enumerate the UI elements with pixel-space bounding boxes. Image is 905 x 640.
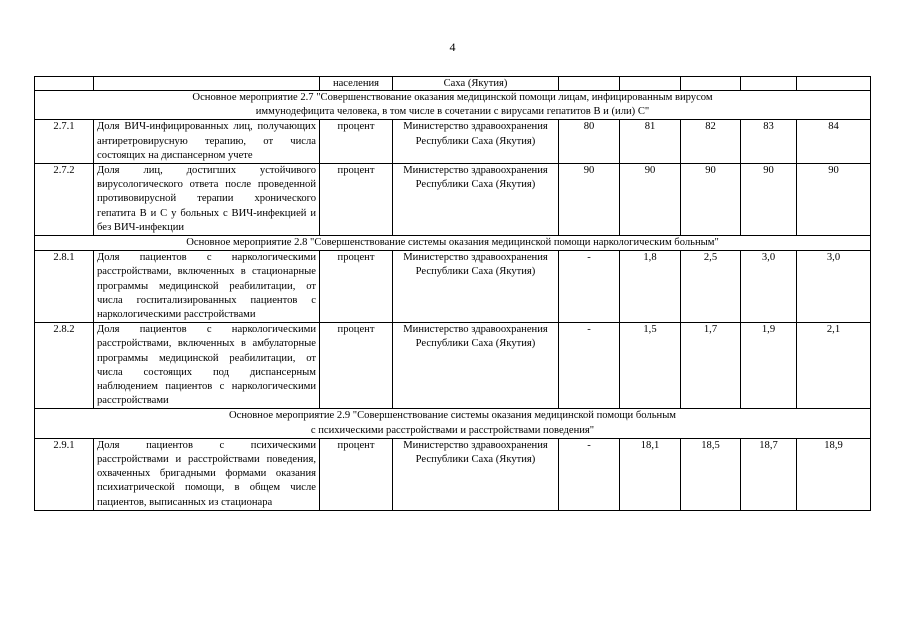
- unit-cell: процент: [320, 438, 393, 510]
- indicator-name-text: Доля ВИЧ-инфицированных лиц, получающих антиретровирусную терапию, от числа состоящих на диспансерном учете: [97, 121, 316, 161]
- value-cell: 90: [741, 164, 797, 236]
- value-cell: 80: [559, 120, 620, 164]
- value-cell: 18,1: [620, 438, 681, 510]
- section-title: [35, 236, 871, 251]
- cell-empty: [559, 77, 620, 91]
- value-cell: 90: [559, 164, 620, 236]
- value-cell: 90: [620, 164, 681, 236]
- row-number: 2.7.2: [35, 164, 94, 236]
- value-cell: 84: [797, 120, 871, 164]
- value-cell: 90: [797, 164, 871, 236]
- table-row: [35, 164, 871, 236]
- org-cell: Министерство здравоохранения Республики Саха (Якутия): [393, 438, 559, 510]
- table-row: [35, 251, 871, 323]
- org-cell: Министерство здравоохранения Республики Саха (Якутия): [393, 251, 559, 323]
- table-row: [35, 323, 871, 409]
- section-header-row: [35, 409, 871, 438]
- cell-empty: [741, 77, 797, 91]
- cell-empty: [681, 77, 741, 91]
- indicator-name-text: Доля пациентов с наркологическими расстройствами, включенных в стационарные программы медицинской реабилитации, от числа госпитализированных пациентов с наркологическими расстройствами: [97, 252, 316, 321]
- section-header-row: [35, 236, 871, 251]
- cell-empty: [35, 77, 94, 91]
- indicators-table: [34, 76, 871, 511]
- row-number: 2.8.2: [35, 323, 94, 409]
- indicator-name: [94, 164, 320, 236]
- page-number: 4: [449, 40, 456, 54]
- org-cell: Министерство здравоохранения Республики Саха (Якутия): [393, 120, 559, 164]
- indicator-name-text: Доля лиц, достигших устойчивого вирусологического ответа после проведенной противовирусной терапии хронического гепатита B и C у больных с ВИЧ-инфекцией и без ВИЧ-инфекции: [97, 165, 316, 233]
- table-row: [35, 438, 871, 510]
- indicator-name: [94, 438, 320, 510]
- org-cell: Министерство здравоохранения Республики Саха (Якутия): [393, 323, 559, 409]
- value-cell: 18,7: [741, 438, 797, 510]
- org-cell: Министерство здравоохранения Республики Саха (Якутия): [393, 164, 559, 236]
- cell-empty: [797, 77, 871, 91]
- value-cell: 1,5: [620, 323, 681, 409]
- section-title: [35, 91, 871, 120]
- section-title-line: иммунодефицита человека, в том числе в сочетании с вирусами гепатитов B и (или) C": [255, 106, 650, 118]
- value-cell: 82: [681, 120, 741, 164]
- cell-empty: [94, 77, 320, 91]
- unit-cell: процент: [320, 323, 393, 409]
- value-cell: 81: [620, 120, 681, 164]
- indicator-name: [94, 323, 320, 409]
- indicator-name-text: Доля пациентов с наркологическими расстройствами, включенных в амбулаторные программы медицинской реабилитации, от числа состоящих под диспансерным наблюдением пациентов с наркологическими расстройствами: [97, 324, 316, 407]
- value-cell: 2,5: [681, 251, 741, 323]
- row-number: 2.9.1: [35, 438, 94, 510]
- value-cell: 83: [741, 120, 797, 164]
- unit-cell: процент: [320, 120, 393, 164]
- value-cell: 1,7: [681, 323, 741, 409]
- unit-cell: процент: [320, 251, 393, 323]
- section-title-line: с психическими расстройствами и расстройствами поведения": [310, 424, 595, 436]
- row-number: 2.8.1: [35, 251, 94, 323]
- value-cell: 18,9: [797, 438, 871, 510]
- section-title: [35, 409, 871, 438]
- value-cell: 1,9: [741, 323, 797, 409]
- cell-empty: [620, 77, 681, 91]
- value-cell: 18,5: [681, 438, 741, 510]
- row-number: 2.7.1: [35, 120, 94, 164]
- indicator-name: [94, 120, 320, 164]
- value-cell: -: [559, 251, 620, 323]
- value-cell: 2,1: [797, 323, 871, 409]
- table-row: [35, 120, 871, 164]
- indicator-name: [94, 251, 320, 323]
- section-title-line: Основное мероприятие 2.7 "Совершенствование оказания медицинской помощи лицам, инфицированным вирусом: [192, 92, 713, 103]
- value-cell: 90: [681, 164, 741, 236]
- section-header-row: [35, 91, 871, 120]
- value-cell: -: [559, 438, 620, 510]
- indicator-name-text: Доля пациентов с психическими расстройствами и расстройствами поведения, охваченных бригадными формами оказания психиатрической помощи, в общем числе пациентов, выписанных из стационара: [97, 439, 316, 508]
- value-cell: 3,0: [797, 251, 871, 323]
- section-title-line: Основное мероприятие 2.9 "Совершенствование системы оказания медицинской помощи больным: [228, 410, 677, 422]
- unit-cell: населения: [320, 77, 393, 91]
- value-cell: 3,0: [741, 251, 797, 323]
- value-cell: -: [559, 323, 620, 409]
- unit-cell: процент: [320, 164, 393, 236]
- section-title-line: Основное мероприятие 2.8 "Совершенствование системы оказания медицинской помощи наркологическим больным": [186, 237, 719, 249]
- org-cell: Саха (Якутия): [393, 77, 559, 91]
- value-cell: 1,8: [620, 251, 681, 323]
- continued-row: [35, 77, 871, 91]
